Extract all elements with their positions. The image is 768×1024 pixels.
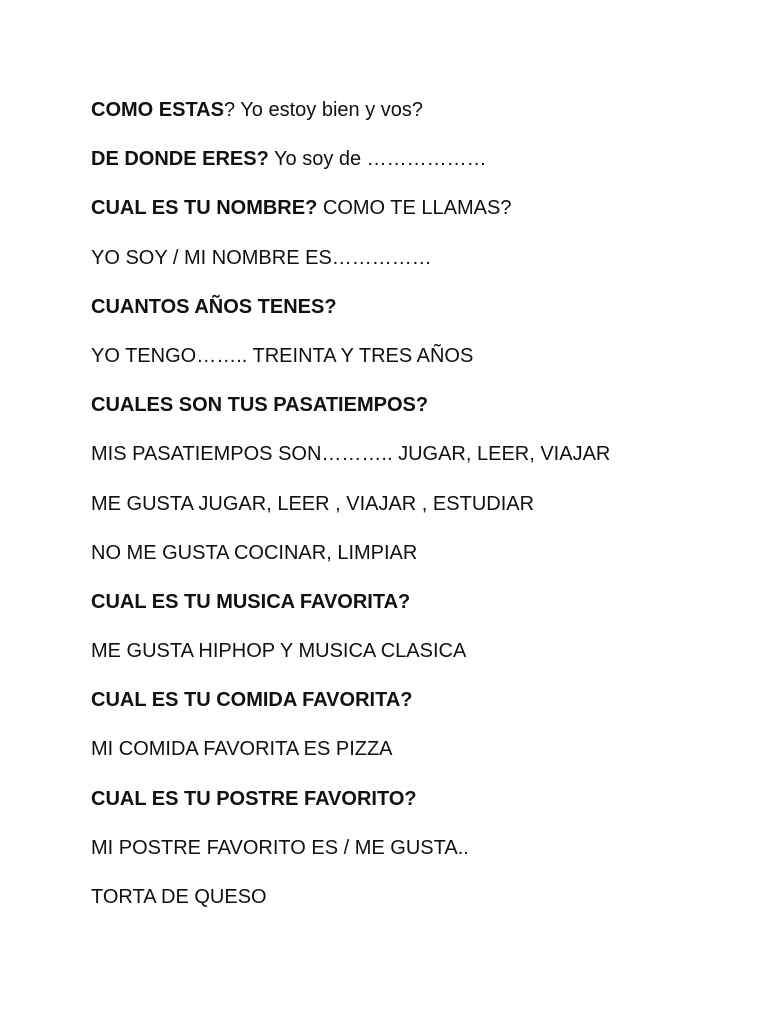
answer-text: ? Yo estoy bien y vos? (223, 99, 424, 121)
answer-text: MI POSTRE FAVORITO ES / ME GUSTA.. (91, 836, 469, 859)
question-text: CUAL ES TU COMIDA FAVORITA? (91, 689, 413, 712)
question-text: CUAL ES TU POSTRE FAVORITO? (91, 787, 417, 810)
answer-text: ME GUSTA HIPHOP Y MUSICA CLASICA (91, 640, 467, 663)
answer-text: Yo soy de ……………… (268, 148, 487, 171)
line-mi-comida-favorita (91, 736, 731, 785)
line-yo-tengo (91, 343, 731, 392)
question-text: COMO ESTAS (91, 99, 224, 121)
line-postre-favorito (91, 786, 731, 835)
line-mi-postre-favorito (91, 835, 731, 884)
line-no-me-gusta (91, 540, 731, 589)
answer-text: COMO TE LLAMAS? (317, 197, 512, 220)
answer-text: YO TENGO…….. TREINTA Y TRES AÑOS (91, 344, 474, 367)
line-como-estas (91, 97, 731, 146)
question-text: DE DONDE ERES? (91, 148, 269, 171)
answer-text: YO SOY / MI NOMBRE ES…………… (91, 246, 432, 269)
line-me-gusta-hiphop (91, 638, 731, 687)
document-body (91, 97, 731, 933)
line-yo-soy (91, 245, 731, 294)
line-de-donde-eres (91, 146, 731, 195)
line-torta-de-queso (91, 884, 731, 933)
line-cuales-son-tus-pasatiempos (91, 392, 731, 441)
answer-text: MIS PASATIEMPOS SON……….. JUGAR, LEER, VIAJAR (91, 443, 611, 466)
question-text: CUAL ES TU NOMBRE? (91, 197, 318, 220)
line-cuantos-anos (91, 294, 731, 343)
answer-text: TORTA DE QUESO (91, 886, 267, 908)
question-text: CUALES SON TUS PASATIEMPOS? (91, 394, 429, 417)
line-mis-pasatiempos (91, 441, 731, 490)
answer-text: ME GUSTA JUGAR, LEER , VIAJAR , ESTUDIAR (91, 492, 535, 515)
answer-text: NO ME GUSTA COCINAR, LIMPIAR (91, 541, 418, 564)
line-musica-favorita (91, 589, 731, 638)
question-text: CUANTOS AÑOS TENES? (91, 295, 337, 318)
question-text: CUAL ES TU MUSICA FAVORITA? (91, 590, 411, 613)
line-cual-es-tu-nombre (91, 195, 731, 244)
line-me-gusta-jugar (91, 491, 731, 540)
answer-text: MI COMIDA FAVORITA ES PIZZA (91, 738, 393, 761)
line-comida-favorita (91, 687, 731, 736)
